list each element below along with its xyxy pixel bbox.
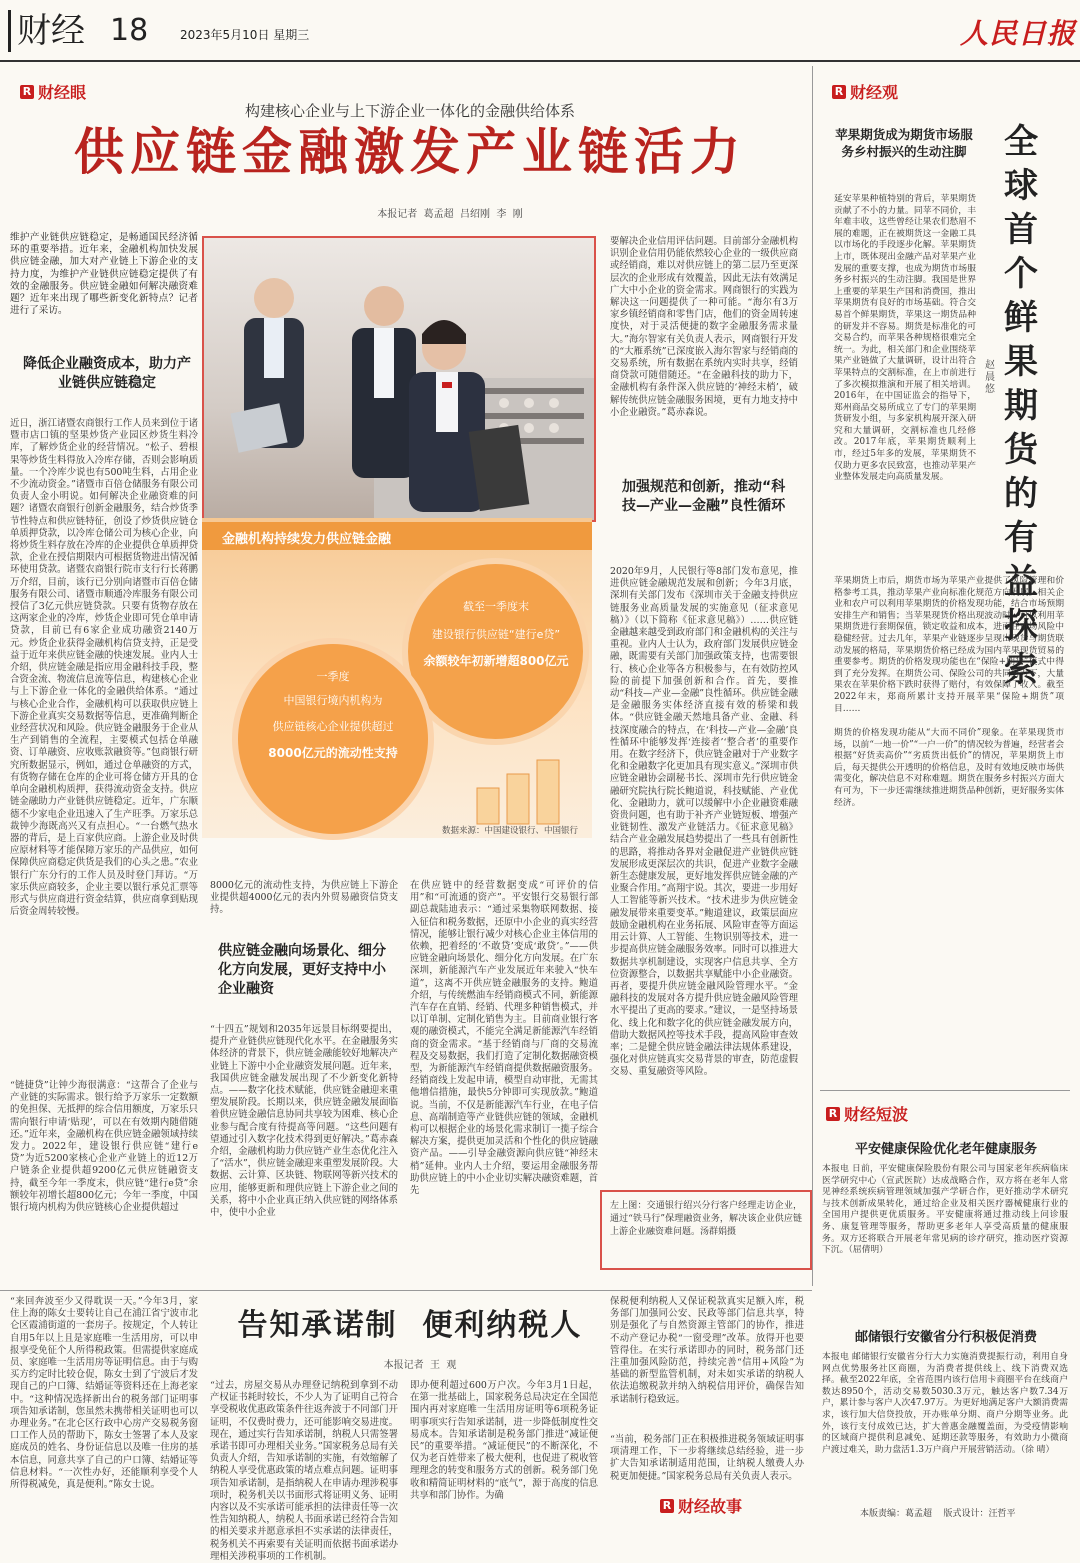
col1-body-b: “链捷贷”让钟少海很满意：“这帮合了企业与产业链的实际需求。银行给予万家乐一定数额的免担保、无抵押的综合信用额度，万家乐只需向银行申请‘贴现’，可以在有效期内随借随还。”近年来，金融机构在供应链金融领域持续发力。2022年，建设银行供应链“建行e贷”为近5200家核心企业产业链上的近12万户链条企业提供超9200亿元供应链融资支持，截至今年一季度末，供应链“建行e贷”余额较年初增长超800亿元；今年一季度，中国银行境内机构为供应链核心企业提供超过 [10, 1080, 198, 1214]
bottom-col-b: “过去，房屋交易从办理登记纳税到拿到不动产权证书耗时较长，不少人为了证明自己符合享受税收优惠政策条件往返奔波于不同部门开证明，不仅费时费力，还可能影响交易进度。现在，通过实行告知承诺制，纳税人只需签署承诺书即可办理相关业务。”国家税务总局有关负责人介绍，告知承诺制的实施，有效缩解了纳税人享受优惠政策的堵点难点问题。证明事项告知承诺制，是指纳税人在申请办理涉税事项时，税务机关以书面形式将证明义务、证明内容以及不实承诺可能承担的法律责任等一次性告知纳税人，纳税人书面承诺已经符合告知的相关要求并愿意承担不实承诺的法律责任，税务机关不再索要有关证明而依据书面承诺办理相关涉税事项的工作机制。 [210, 1380, 398, 1562]
subhead-1: 降低企业融资成本，助力产业链供应链稳定 [23, 356, 191, 391]
subhead-3: 加强规范和创新，推动“科技—产业—金融”良性循环 [622, 479, 786, 514]
opinion-body-c: 期货的价格发现功能从“大而不同价”现象。在苹果现货市场，以前“一地一价”“一户一价”的情况较为普遍，经营者会根据“好货卖高价”“劣质货出低价”的情况，苹果期货上市后，每天提供公开透明的价格信息，及时有效地反映市场供需变化，解决信息不对称难题。期货在服务乡村振兴方面大有可为，下一步还需继续推进期货品种创新，更好服务实体经济。 [834, 728, 1064, 808]
photo2-caption: 左上图：交通银行绍兴分行客户经理走访企业，通过“铁马行”保理融资业务，解决该企业供应链上游企业融资难问题。汤群娟摄 [610, 1201, 802, 1237]
bottom-byline: 本报记者 王 观 [383, 1360, 457, 1371]
masthead-date: 2023年5月10日 星期三 [180, 28, 310, 42]
brief2-body: 本报电 邮储银行安徽省分行大力实施消费提振行动，利用自身网点优势服务社区商圈，为消费者提供线上、线下消费双选择。截至2022年底，全省范围内该行信用卡商圈平台在线商户数达8950个，活动交易数5030.3万元，触达客户数7.34万户，累计参与客户人次47.97万。为更好地满足客户大额消费需求，该行加大信贷投放，开办账单分期、商户分期等业务。此外，该行支付成效已达，扩大普惠金融覆盖面，为受疫情影响的区域商户提供利息减免、延期还款等服务，有效助力小微商户渡过难关，助力盘活1.3万户商户开展营销活动。（徐 晴） [822, 1352, 1068, 1455]
col2c-body: “十四五”规划和2035年远景目标纲要提出，提升产业链供应链现代化水平。在金融服务实体经济的背景下，供应链金融能较好地解决产业链上下游中小企业融资发展问题。近年来，我国供应链金融发展出现了不少新变化新特点。——数字化技术赋能，供应链金融迎来重塑发展阶段。长期以来，供应链金融发展面临着供应链金融信息协同共享较为困难、核心企业参与配合度有待提高等问题。“这些问题有望通过引入数字化技术得到更好解决。”葛赤森介绍，金融机构助力供应链产业生态优化注入了“活水”，供应链金融迎来重塑发展阶段。大数据、云计算、区块链、物联网等新兴技术的应用，能够更新和理供应链上下游企业之间的关系，将中小企业真正纳入供应链的网络体系中，使中小企业 [210, 1024, 398, 1219]
brief-section-tag: R 财经短波 [826, 1102, 908, 1125]
callout-1-line-1: 截至一季度末 [463, 600, 529, 613]
callout-source: 数据来源：中国建设银行、中国银行 [442, 826, 579, 836]
main-byline: 本报记者 葛孟超 吕绍刚 李 刚 [377, 209, 523, 220]
photo2-caption-box [600, 1190, 812, 1270]
person-3 [409, 320, 485, 512]
person-2 [352, 286, 416, 478]
masthead-section: 财经 [8, 10, 85, 52]
bottom-col-e: “当前，税务部门正在积极推进税务领域证明事项清理工作，下一步将继续总结经验，进一步扩大告知承诺制适用范围，让纳税人缴费人办税更加便捷。”国家税务总局有关负责人表示。 [610, 1434, 804, 1482]
callout-title: 金融机构持续发力供应链金融 [222, 532, 392, 547]
main-headline: 供应链金融激发产业链活力 [74, 123, 746, 181]
masthead-page-number: 18 [110, 13, 149, 48]
bottom-col-a: “来回奔波至少又得耽误一天。”今年3月，家住上海的陈女士要转让自己在浦江省宁波市北仑区霞浦街道的一套房子。按规定，个人转让自用5年以上且是家庭唯一生活用房，可以申报享受免征个人所得税政策。但需提供家庭成员、家庭唯一生活用房等证明信息。由于与购买方约定时比较仓促，陈女士到了宁波后才发现自己的户口簿、结婚证等资料还在上海老家中。“这种情况选择新出台的税务部门证明事项告知承诺制，您虽然未携带相关证明也可以办理业务。”在北仑区行政中心房产交易税务窗口工作人员的帮助下，陈女士签署了本人及家庭成员的姓名、身份证信息以及唯一住房的基本信息，同意共享了自己的户口簿、结婚证等信息材料。“一次性办好，还能顺利享受个人所得税减免，真是便利。”陈女士说。 [10, 1296, 198, 1491]
callout-1-line-3: 余额较年初新增超800亿元 [423, 654, 569, 668]
opinion-body-b: 苹果期货上市后，期货市场为苹果产业提供了风险管理和价格参考工具，推动苹果产业向标准化规范方向发展。相关企业和农户可以利用苹果期货的价格发现功能，结合市场预期安排生产和销售；当苹果现货价格出现波动时，可以利用苹果期货进行套期保值，锁定收益和成本，进而在市场风险中稳健经营。过去几年，苹果产业链逐步呈现出现货与期货联动发展的格局，苹果期货价格已经成为国内苹果现货贸易的重要参考。期货的价格发现功能也在“保险+期货”模式中得到了充分发挥。在期货公司、保险公司的共同努力下，大量果农在苹果价格下跌时获得了赔付，有效保障了收入。截至2022年末，郑商所累计支持开展苹果“保险+期货”项目…… [834, 576, 1064, 714]
brief1-title: 平安健康保险优化老年健康服务 [854, 1142, 1037, 1157]
bottom-col-c: 即办便利超过600万户次。今年3月1日起，在第一批基础上，国家税务总局决定在全国范围内再对家庭唯一生活用房证明等6项税务证明事项实行告知承诺制，进一步降低制度性交易成本。告知承诺制是税务部门推进“减证便民”的重要举措。“减证便民”的不断深化，不仅为老百姓带来了极大便利，也促进了税收管理理念的转变和服务方式的创新。税务部门免收和精简证明材料的“底气”，源于高度的信息共享和部门协作。为确 [410, 1380, 598, 1501]
col4b-body: 2020年9月，人民银行等8部门发布意见，推进供应链金融规范发展和创新；今年3月底，深圳有关部门发布《深圳市关于金融支持供应链服务业高质量发展的实施意见（征求意见稿）》（以下简称《征求意见稿》）……供应链金融越来越受到政府部门和金融机构的关注与重视。业内人士认为，政府部门发展供应链金融，既需要有关部门加强政策支持，也需要银行、核心企业等各方积极参与，在有效防控风险的前提下加强创新和合作。首先，要推动“科技—产业—金融”良性循环。供应链金融是金融服务实体经济直接有效的桥梁和载体。“供应链金融天然地具备产业、金融、科技深度融合的特点，在‘科技—产业—金融’良性循环中能够发挥‘连接者’‘整合者’的重要作用。在数字经济下，供应链金融对于产业数字化和金融数字化更加具有现实意义。”深圳市供应链金融协会副秘书长、深圳市先行供应链金融研究院执行院长鲍道说，科技赋能、产业优化、金融助力，就可以缓解中小企业融资难融资贵问题，也有助于补齐产业链短板、增强产业链韧性、激发产业链活力。《征求意见稿》结合产业金融发展趋势提出了一些具有创新性的思路，将推动各界对金融促进产业链供应链发展形成更深层次的共识，促进产业数字金融新生态健康发展，更好地发挥供应链金融的产业聚合作用。”高翔宇说。其次，要进一步用好人工智能等新兴技术。“技术进步为供应链金融发展带来重要变革。”鲍道建议，政策层面应鼓励金融机构在业务拓展、风险审查等方面运用云计算、人工智能、生物识别等技术，进一步提高供应链金融服务效率。同时可以推进大数据共享机制建设，实现客户信息共享、全方位资源整合，以数据共享赋能中小企业融资。再者，要提升供应链金融风险管理水平。“金融科技的发展对各方提升供应链金融风险管理水平提出了更高的要求。”建议，一是坚持场景化、线上化和数字化的供应链金融发展方向，借助大数据风控等技术手段，提高风险审查效率；二是健全供应链金融法律法规体系建设，强化对供应链真实交易背景的审查，防范虚假交易、重复融资等风险。 [610, 566, 798, 1078]
opinion-big-title: 全球首个鲜果期货的有益探索 [1004, 122, 1038, 690]
section-tag-icon: R [832, 85, 846, 99]
brief-divider [820, 1090, 1070, 1091]
main-intro: 维护产业链供应链稳定，是畅通国民经济循环的重要举措。近年来，金融机构加快发展供应链金融，加大对产业链上下游企业的支持力度，为维护产业链供应链稳定提供了有效的金融服务。供应链金融如何解决融资难题？近年来出现了哪些新变化新特点？记者进行了采访。 [10, 232, 198, 317]
callout-2-line-3: 供应链核心企业提供超过 [272, 720, 394, 733]
right-column-divider [812, 66, 813, 1286]
coins-illustration [467, 748, 587, 828]
bottom-section-tag: R 财经故事 [660, 1494, 742, 1517]
bottom-col-d: 保税便利纳税人又保证税款真实足额入库，税务部门加强同公安、民政等部门信息共享，特别是强化了与自然资源主管部门的协作，推进不动产登记办税“一窗受理”改革。放得开也要管得住。在实行承诺即办的同时，税务部门还注重加强风险防范，持续完善“信用+风险”为基础的新型监管机制，对未如实承诺的纳税人依法追缴税款并纳入纳税信用评价，确保告知承诺制行稳致远。 [610, 1296, 804, 1405]
masthead [0, 0, 1080, 64]
callout-2-line-1: 一季度 [316, 670, 350, 683]
opinion-body: 延安苹果种植特别的背后，苹果期货贡献了不小的力量。同苹不同价，丰年难丰收，这些曾经让果农们愁眉不展的难题，正在被期货这一金融工具以市场化的手段逐步化解。苹果期货上市，既体现出金融产品对苹果产业发展的重要支撑，也成为期货市场服务乡村振兴的生动注脚。我国是世界上重要的苹果生产国和消费国，推出苹果期货有良好的市场基础。符合交易首个鲜果期货，苹果这一期货品种的研发并不容易。期货是标准化的可交易合约，而苹果各种规格很难完全统一。为此，相关部门和企业围绕苹果产业链做了大量调研，设计出符合苹果特点的交割标准，在上市前进行了多次模拟推演和开展了相关培训。2016年，在中国证监会的指导下，郑州商品交易所成立了专门的苹果期货研发小组，与多家机构展开深入研究和大量调研，交割标准也几经修改。2017年底，苹果期货顺利上市，经过5年多的发展，苹果期货不仅助力更多农民致富，也推动苹果产业整体发展走向高质量发展。 [834, 194, 976, 483]
subhead-2: 供应链金融向场景化、细分化方向发展，更好支持中小企业融资 [218, 943, 386, 997]
main-section-tag: R 财经眼 [20, 80, 86, 103]
bottom-divider [0, 1290, 812, 1291]
callout-1-line-2: 建设银行供应链“建行e贷” [431, 628, 561, 641]
section-tag-icon: R [660, 1499, 674, 1513]
opinion-title: 苹果期货成为期货市场服务乡村振兴的生动注脚 [835, 127, 973, 159]
main-photo [202, 236, 596, 522]
col2b-body: 8000亿元的流动性支持，为供应链上下游企业提供超4000亿元的表内外贸易融资信贷支持。 [210, 880, 398, 916]
callout-panel [202, 518, 592, 838]
opinion-author: 赵晨悠 [985, 360, 995, 395]
col4a-body: 要解决企业信用评估问题。目前部分金融机构识别企业信用仍能依然较心企业的一级供应商或经销商，难以对供应链上的第二层乃至更深层次的企业形成有效覆盖，因此无法有效满足广大中小企业的资金需求。网商银行的实践为解决这一问题提供了一种可能。“海尔有3万家乡镇经销商和零售门店，他们的资金周转速度快，对于灵活便捷的数字金融服务需求量大。”海尔智家有关负责人表示，网商银行开发的“大雁系统”已深度嵌入海尔智家与经销商的交易系统，所有数据在系统内实时共享，经销商贷款可随借随还。“在金融科技的助力下，金融机构有条件深入供应链的‘神经末梢’，破解传统供应链金融服务困境，更有力地支持中小企业融资。”葛赤森说。 [610, 236, 798, 418]
right-section-tag: R 财经观 [832, 80, 898, 103]
section-tag-icon: R [20, 85, 34, 99]
section-tag-icon: R [826, 1107, 840, 1121]
callout-2-line-2: 中国银行境内机构为 [283, 694, 383, 707]
bottom-headline: 告知承诺制 便利纳税人 [237, 1308, 583, 1343]
callout-2-line-4: 8000亿元的流动性支持 [268, 746, 398, 760]
col1-body: 近日，浙江诸暨农商银行工作人员来到位于诸暨市店口镇的坚果炒货产业园区炒货生料冷库，了解炒货企业的经营情况。“松子、碧根果等炒货生料得放入冷库存储，否则会影响质量。一个冷库少说也有500吨生料，占用企业不少流动资金。”诸暨市百倍仓储服务有限公司负责人金小明说。如何解决企业融资难的问题？诸暨农商银行创新金融服务，结合炒货季节性特点和供应链特征，创设了炒货供应链仓单质押贷款，以冷库仓储公司为核心企业，向将炒货生料存放在冷库的企业提供仓单质押贷款，企业在授信期限内可根据货物进出情况循环使用贷款。诸暨农商银行院市支行行长蒋鹏万介绍，目前，该行已分别向诸暨市百倍仓储服务有限公司、诸暨市顺通冷库服务有限公司授信了3亿元供应链贷款。只要有货物存放在这两家企业的冷库，炒货企业即可凭仓单申请贷款，目前已有6家企业成功融资2140万元。炒货企业获得金融机构信贷支持，正是受益于近年来供应链金融的快速发展。业内人士介绍，供应链金融是指应用金融科技手段，整合资金流、物流信息流等信息，构建核心企业与上下游企业一体化的金融供给体系。“通过与核心企业合作，金融机构可以获取供应链上下游企业真实交易数据等信息，更准确判断企业经营状况和风险。供应链金融服务于企业从生产到销售的全流程，主要模式包括仓单融资、订单融资、应收账款融资等。”包商银行研究所数据显示，例如，通过仓单融资的方式，有货物存储在仓库的企业可将仓储方开具的仓单向金融机构质押，获得流动资金支持。供应链金融助力产业链供应链稳定。近年，广东顺德不少家电企业迅速入了生产旺季。万家乐总裁钟少海既高兴又有点担心。“一台燃气热水器的背后，是上百家供应商。上游企业及时供应原材料等才能保障万家乐的产品供应，如何保障供应商稳定供货是我们的心头之患。”农业银行广东分行的工作人员及时登门拜访。“万家乐供应商较多，企业主要以银行承兑汇票等形式与供应商进行资金结算，供应商拿到贴现后资金周转较慢。 [10, 418, 198, 918]
photo-scene [204, 238, 594, 520]
masthead-rule [0, 60, 1080, 62]
brief1-body: 本报电 日前，平安健康保险股份有限公司与国家老年疾病临床医学研究中心（宣武医院）达成战略合作，双方将在老年人常见神经系统疾病管理领域加强产学研合作，更好推动学术研究与技术创新成果转化，通过给企业及相关医疗器械健康行业的全国用户提供更优质服务。平安健康将通过推动线上问诊服务、康复管理等服务，帮助更多老年人享受高质量的健康服务。双方还将联合开展老年常见病的诊疗研究，推动医疗资源下沉。（屈倩明） [822, 1164, 1068, 1256]
masthead-paper-name: 人民日报 [960, 17, 1077, 50]
col3-body: 在供应链中的经营数据变成“可评价的信用”和“可流通的资产”。平安银行交易银行部副总裁陆迪表示：“通过采集物联网数据、接入征信和税务数据，还原中小企业的真实经营情况，能够让银行减少对核心企业主体信用的依赖，把着经的‘不敢贷’变成‘敢贷’。”——供应链金融向场景化、细分化方向发展。在广东深圳，新能源汽车产业发展近年来驶入“快车道”，这离不开供应链金融服务的支持。鲍道介绍，与传统燃油车经销商模式不同，新能源汽车存在直销、经销、代理多种销售模式，并以订单制、定制化销售为主。目前商业银行客观的融资模式，不能完全满足新能源汽车经销商的资金需求。“基于经销商与厂商的交易流程及交易数据，我们打造了定制化数据融资模型，为新能源汽车经销商提供数据融资服务。经销商线上发起申请，模型自动审批，无需其他增信措施，最快5分钟即可实现放款。”鲍道说。当前，不仅是新能源汽车行业，在电子信息、高端制造等产业链供应链的领域，金融机构可以根据企业的场景化需求制订一揽子综合解决方案，提供更加灵活和个性化的供应链融资产品。——引导金融资源向供应链“神经末梢”延伸。业内人士介绍，要运用金融服务帮助供应链上的中小企业切实解决融资难题，首先 [410, 880, 598, 1197]
editor-line: 本版责编：葛孟超 版式设计：汪哲平 [860, 1509, 1016, 1519]
main-kicker: 构建核心企业与上下游企业一体化的金融供给体系 [244, 102, 575, 120]
brief2-title: 邮储银行安徽省分行积极促消费 [854, 1330, 1037, 1345]
